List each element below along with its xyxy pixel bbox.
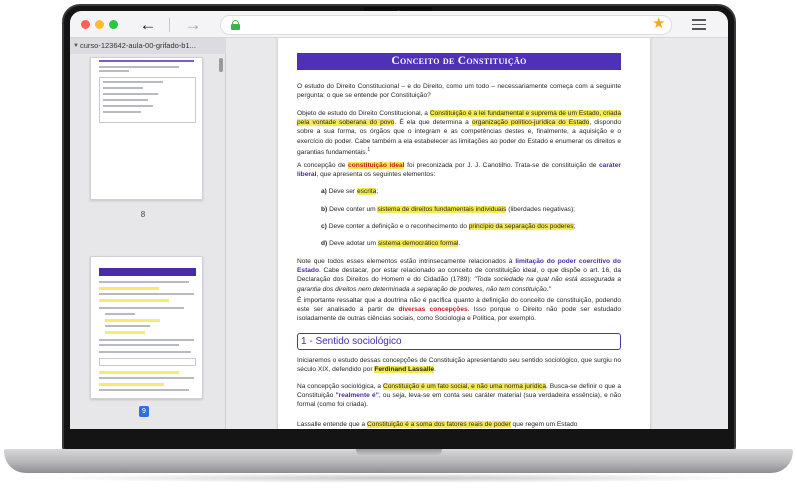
highlight-text: organização político-jurídica do Estado (471, 119, 590, 127)
text-run: . Isso porque o Direito não pode ser estudado isoladamente de outras ciências sociais, como Sociologia e Política, por exemplo. (297, 306, 621, 323)
sidebar-scrollbar[interactable] (219, 58, 223, 72)
thumb-line (99, 389, 189, 391)
back-arrow-icon[interactable]: ← (139, 15, 157, 34)
thumb-highlight (105, 319, 160, 322)
paragraph-sociologica (297, 382, 621, 410)
text-run: Objeto de estudo do Direito Constitucional, a (297, 110, 430, 117)
text-run: Na concepção sociológica, a (297, 383, 383, 390)
close-window-button[interactable] (81, 20, 90, 29)
highlight-text: Constituição é a soma dos fatores reais de poder (367, 421, 511, 428)
thumb-line (99, 281, 189, 283)
thumb-line (103, 93, 158, 95)
highlight-text: constituição ideal (348, 162, 405, 169)
text-run: foi preconizada por J. J. Canotilho. Trata-se de constituição de (404, 162, 599, 169)
document-page (278, 38, 650, 429)
list-item (321, 187, 621, 196)
highlight-text: Constituição é a lei fundamental e suprema de um Estado, criada pela vontade soberana do povo (297, 110, 621, 127)
list-item (321, 239, 621, 248)
text-run: Deve adotar um (327, 240, 378, 247)
text-run: Deve conter um (327, 206, 378, 213)
text-run: . É ela que determina a (394, 119, 472, 127)
laptop-shadow (40, 473, 757, 483)
thumb-line (103, 99, 148, 101)
thumb-line (105, 313, 135, 315)
text-run: Note que todos esses elementos estão intrinsecamente relacionados à (297, 258, 516, 265)
text-run: A concepção de (297, 162, 349, 169)
text-run: . Busca-se definir o que a Constituição (297, 383, 621, 400)
maximize-window-button[interactable] (109, 20, 118, 29)
thumb-line (99, 351, 191, 353)
page-number-8: 8 (140, 210, 146, 219)
thumb-line (103, 87, 143, 89)
file-name: curso-123642-aula-00-grifado-b1... (80, 41, 196, 50)
text-run: ; (376, 188, 379, 195)
minimize-window-button[interactable] (95, 20, 104, 29)
list-item (321, 205, 621, 214)
highlight-text: sistema democrático formal (377, 240, 459, 247)
thumb-line (99, 344, 179, 346)
paragraph-limitacao (297, 257, 621, 294)
hamburger-menu-icon[interactable] (692, 19, 706, 30)
document-viewer (226, 38, 728, 429)
page-thumbnail-8[interactable] (90, 57, 203, 200)
address-bar[interactable] (220, 15, 672, 35)
thumb-line (105, 325, 150, 327)
text-run: que regem um Estado (510, 421, 578, 428)
lock-icon (231, 20, 240, 30)
thumb-highlight (99, 371, 179, 374)
thumb-section-box (99, 358, 196, 366)
highlight-text: escrita (356, 188, 377, 195)
text-run: . Cabe destacar, por estar relacionado ao conceito de constituição ideal, o que dispõe o art. 16, da Declaração dos Direitos do Homem e do Cidadão (1789): (297, 267, 621, 284)
highlight-text: Ferdinand Lassalle (374, 366, 435, 374)
text-run: Lassalle entende que a (297, 421, 368, 428)
text-run: ; (573, 223, 576, 230)
thumb-title-bar (99, 268, 196, 276)
paragraph-fatores (297, 420, 621, 429)
thumb-line (103, 81, 163, 83)
highlight-text: sistema de direitos fundamentais individuais (377, 206, 507, 213)
thumb-line (99, 377, 194, 379)
thumb-highlight (99, 299, 169, 302)
browser-toolbar (70, 11, 728, 38)
section-heading: 1 - Sentido sociológico (297, 333, 621, 350)
list-marker: b) (321, 206, 328, 213)
text-run: É importante ressaltar que a doutrina não é pacífica quanto à definição do conceito de constituição, podendo este ser analisado a partir de (297, 297, 621, 314)
paragraph-intro: O estudo do Direito Constitucional – e do Direito, como um todo – necessariamente começa com a seguinte pergunta: o que se entende por Constituição? (297, 83, 621, 100)
thumbnail-sidebar (70, 38, 226, 429)
thumb-line (99, 293, 194, 295)
text-run: . (458, 240, 461, 247)
thumb-line (99, 70, 129, 72)
paragraph-canotilho (297, 161, 621, 179)
page-title: Conceito de Constituição (297, 53, 621, 70)
highlight-text: princípio da separação dos poderes (468, 223, 574, 230)
sidebar-header[interactable] (70, 38, 226, 54)
laptop-base-notch (356, 449, 442, 456)
list-marker: c) (321, 223, 327, 230)
emphasis-text: caráter liberal (297, 162, 621, 179)
text-run: , que apresenta os seguintes elementos: (316, 171, 436, 179)
text-run: Deve conter a definição e o reconhecimento do (326, 223, 469, 230)
emphasis-text: diversas concepções (398, 306, 468, 314)
footnote-ref[interactable]: 1 (367, 146, 371, 153)
text-run: Iniciaremos o estudo dessas concepções de Constituição apresentando seu sentido sociológico, que surgiu no século XIX, defendido por (297, 357, 621, 374)
thumb-line (103, 111, 141, 113)
thumb-highlight (99, 383, 164, 386)
thumb-line (99, 307, 184, 309)
highlight-text: Constituição é um fato social, e não uma norma jurídica (382, 383, 547, 390)
thumb-highlight (99, 287, 159, 290)
thumb-highlight (105, 331, 145, 334)
thumb-line (103, 105, 153, 107)
screen (70, 11, 728, 429)
paragraph-concepcoes (297, 296, 621, 324)
text-run: . (434, 366, 436, 374)
page-thumbnail-9[interactable] (90, 256, 203, 399)
nav-separator (169, 18, 170, 32)
emphasis-text: limitação do poder coercitivo do Estado (297, 258, 621, 275)
paragraph-lassalle (297, 356, 621, 374)
paragraph-objeto (297, 109, 621, 157)
disclosure-triangle-icon[interactable]: ▼ (73, 43, 79, 49)
bookmark-star-icon[interactable]: ★ (652, 15, 666, 32)
thumb-stripe (99, 60, 194, 62)
quote-text: "Toda sociedade na qual não está assegurada a garantia dos direitos nem determinada a separação de poderes, não tem constituição." (297, 276, 621, 293)
text-run: , ou seja, leva-se em conta seu caráter material (sua verdadeira essência), e não formal (como foi criada). (297, 392, 621, 409)
thumb-line (99, 66, 179, 68)
list-item (321, 222, 621, 231)
thumb-line (99, 339, 194, 341)
list-marker: a) (321, 188, 327, 195)
text-run: (liberdades negativas); (506, 206, 576, 213)
text-run: Deve ser (326, 188, 357, 195)
emphasis-text: "realmente é" (335, 392, 379, 400)
current-page-badge[interactable]: 9 (139, 406, 149, 417)
text-run: , dispondo sobre a sua forma, os órgãos que o integram e as competências destes e, finalmente, a aquisição e o exercício do poder. Cabe também a ela estabelecer as limitações ao poder do Estado e enumerar os direitos e garantias fundamentais. (297, 119, 622, 156)
list-marker: d) (321, 240, 328, 247)
forward-arrow-icon[interactable]: → (184, 15, 202, 34)
